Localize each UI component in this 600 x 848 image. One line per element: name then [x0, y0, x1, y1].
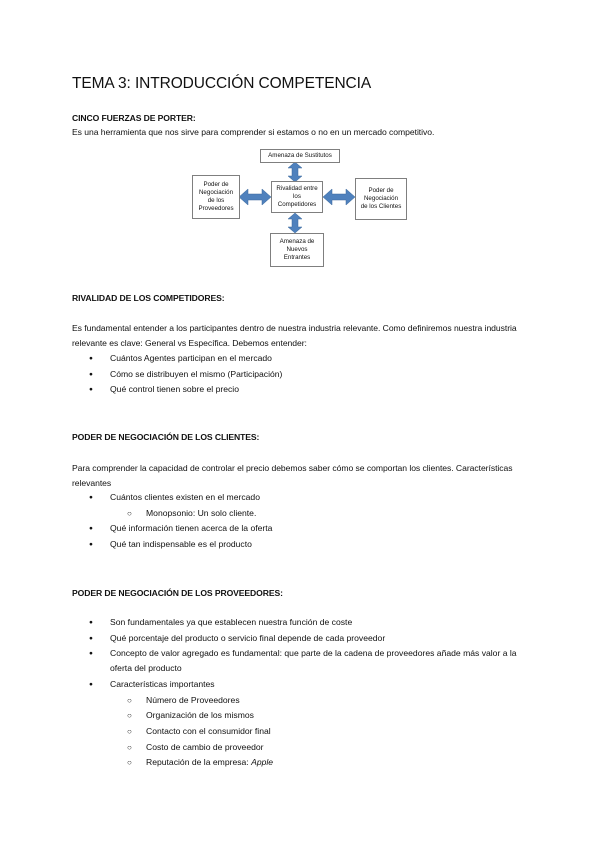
- list-item: ● Cuántos Agentes participan en el mercado: [0, 351, 282, 367]
- box-rivalidad: Rivalidad entre los Competidores: [271, 181, 323, 213]
- clientes-heading: PODER DE NEGOCIACIÓN DE LOS CLIENTES:: [72, 432, 260, 442]
- list-item: ● Cómo se distribuyen el mismo (Participación): [0, 367, 282, 383]
- sub-list-item: ○ Contacto con el consumidor final: [0, 724, 530, 740]
- list-item: ● Son fundamentales ya que establecen nuestra función de coste: [0, 615, 530, 631]
- page-title: TEMA 3: INTRODUCCIÓN COMPETENCIA: [72, 75, 372, 92]
- list-item: [0, 646, 530, 677]
- list-item-text: Concepto de valor agregado es fundamental: que parte de la cadena de proveedores añade más valor a la oferta del producto: [110, 648, 517, 674]
- porter-diagram: [190, 146, 415, 270]
- list-item: ● Qué tan indispensable es el producto: [0, 537, 272, 553]
- list-item: ● Características importantes: [0, 677, 530, 693]
- rivalidad-list: [0, 351, 282, 398]
- clientes-para: Para comprender la capacidad de controlar el precio debemos saber cómo se comportan los clientes. Características relevantes: [72, 463, 513, 488]
- example-brand: Apple: [251, 757, 274, 768]
- list-item: ● Qué información tienen acerca de la oferta: [0, 521, 272, 537]
- proveedores-heading: PODER DE NEGOCIACIÓN DE LOS PROVEEDORES:: [72, 588, 283, 598]
- box-clientes: Poder de Negociación de los Clientes: [355, 178, 407, 220]
- list-item: ● Cuántos clientes existen en el mercado: [0, 490, 272, 506]
- sub-list-item: ○ Costo de cambio de proveedor: [0, 740, 530, 756]
- box-proveedores: Poder de Negociación de los Proveedores: [192, 175, 240, 219]
- arrow-right: [323, 189, 355, 205]
- clientes-list: [0, 490, 272, 552]
- rivalidad-para: Es fundamental entender a los participantes dentro de nuestra industria relevante. Como definiremos nuestra industria relevante es clave: General vs Específica. Debemos entender:: [72, 323, 517, 348]
- rivalidad-heading: RIVALIDAD DE LOS COMPETIDORES:: [72, 293, 225, 303]
- box-sustitutos: Amenaza de Sustitutos: [260, 149, 340, 163]
- list-item: ● Qué porcentaje del producto o servicio final depende de cada proveedor: [0, 631, 530, 647]
- sub-list-item: ○ Número de Proveedores: [0, 693, 530, 709]
- proveedores-list: [0, 615, 530, 771]
- arrow-left: [239, 189, 271, 205]
- sub-list-item-text: Reputación de la empresa:: [146, 757, 252, 768]
- arrow-bottom: [288, 213, 302, 233]
- sub-list-item: ○ Monopsonio: Un solo cliente.: [0, 506, 272, 522]
- box-entrantes: Amenaza de Nuevos Entrantes: [270, 233, 324, 267]
- porter-intro: Es una herramienta que nos sirve para comprender si estamos o no en un mercado competitivo.: [72, 127, 435, 137]
- list-item: ● Qué control tienen sobre el precio: [0, 382, 282, 398]
- sub-list-item: [0, 755, 530, 771]
- sub-list-item: ○ Organización de los mismos: [0, 708, 530, 724]
- porter-heading: CINCO FUERZAS DE PORTER:: [72, 113, 196, 123]
- arrow-top: [288, 162, 302, 182]
